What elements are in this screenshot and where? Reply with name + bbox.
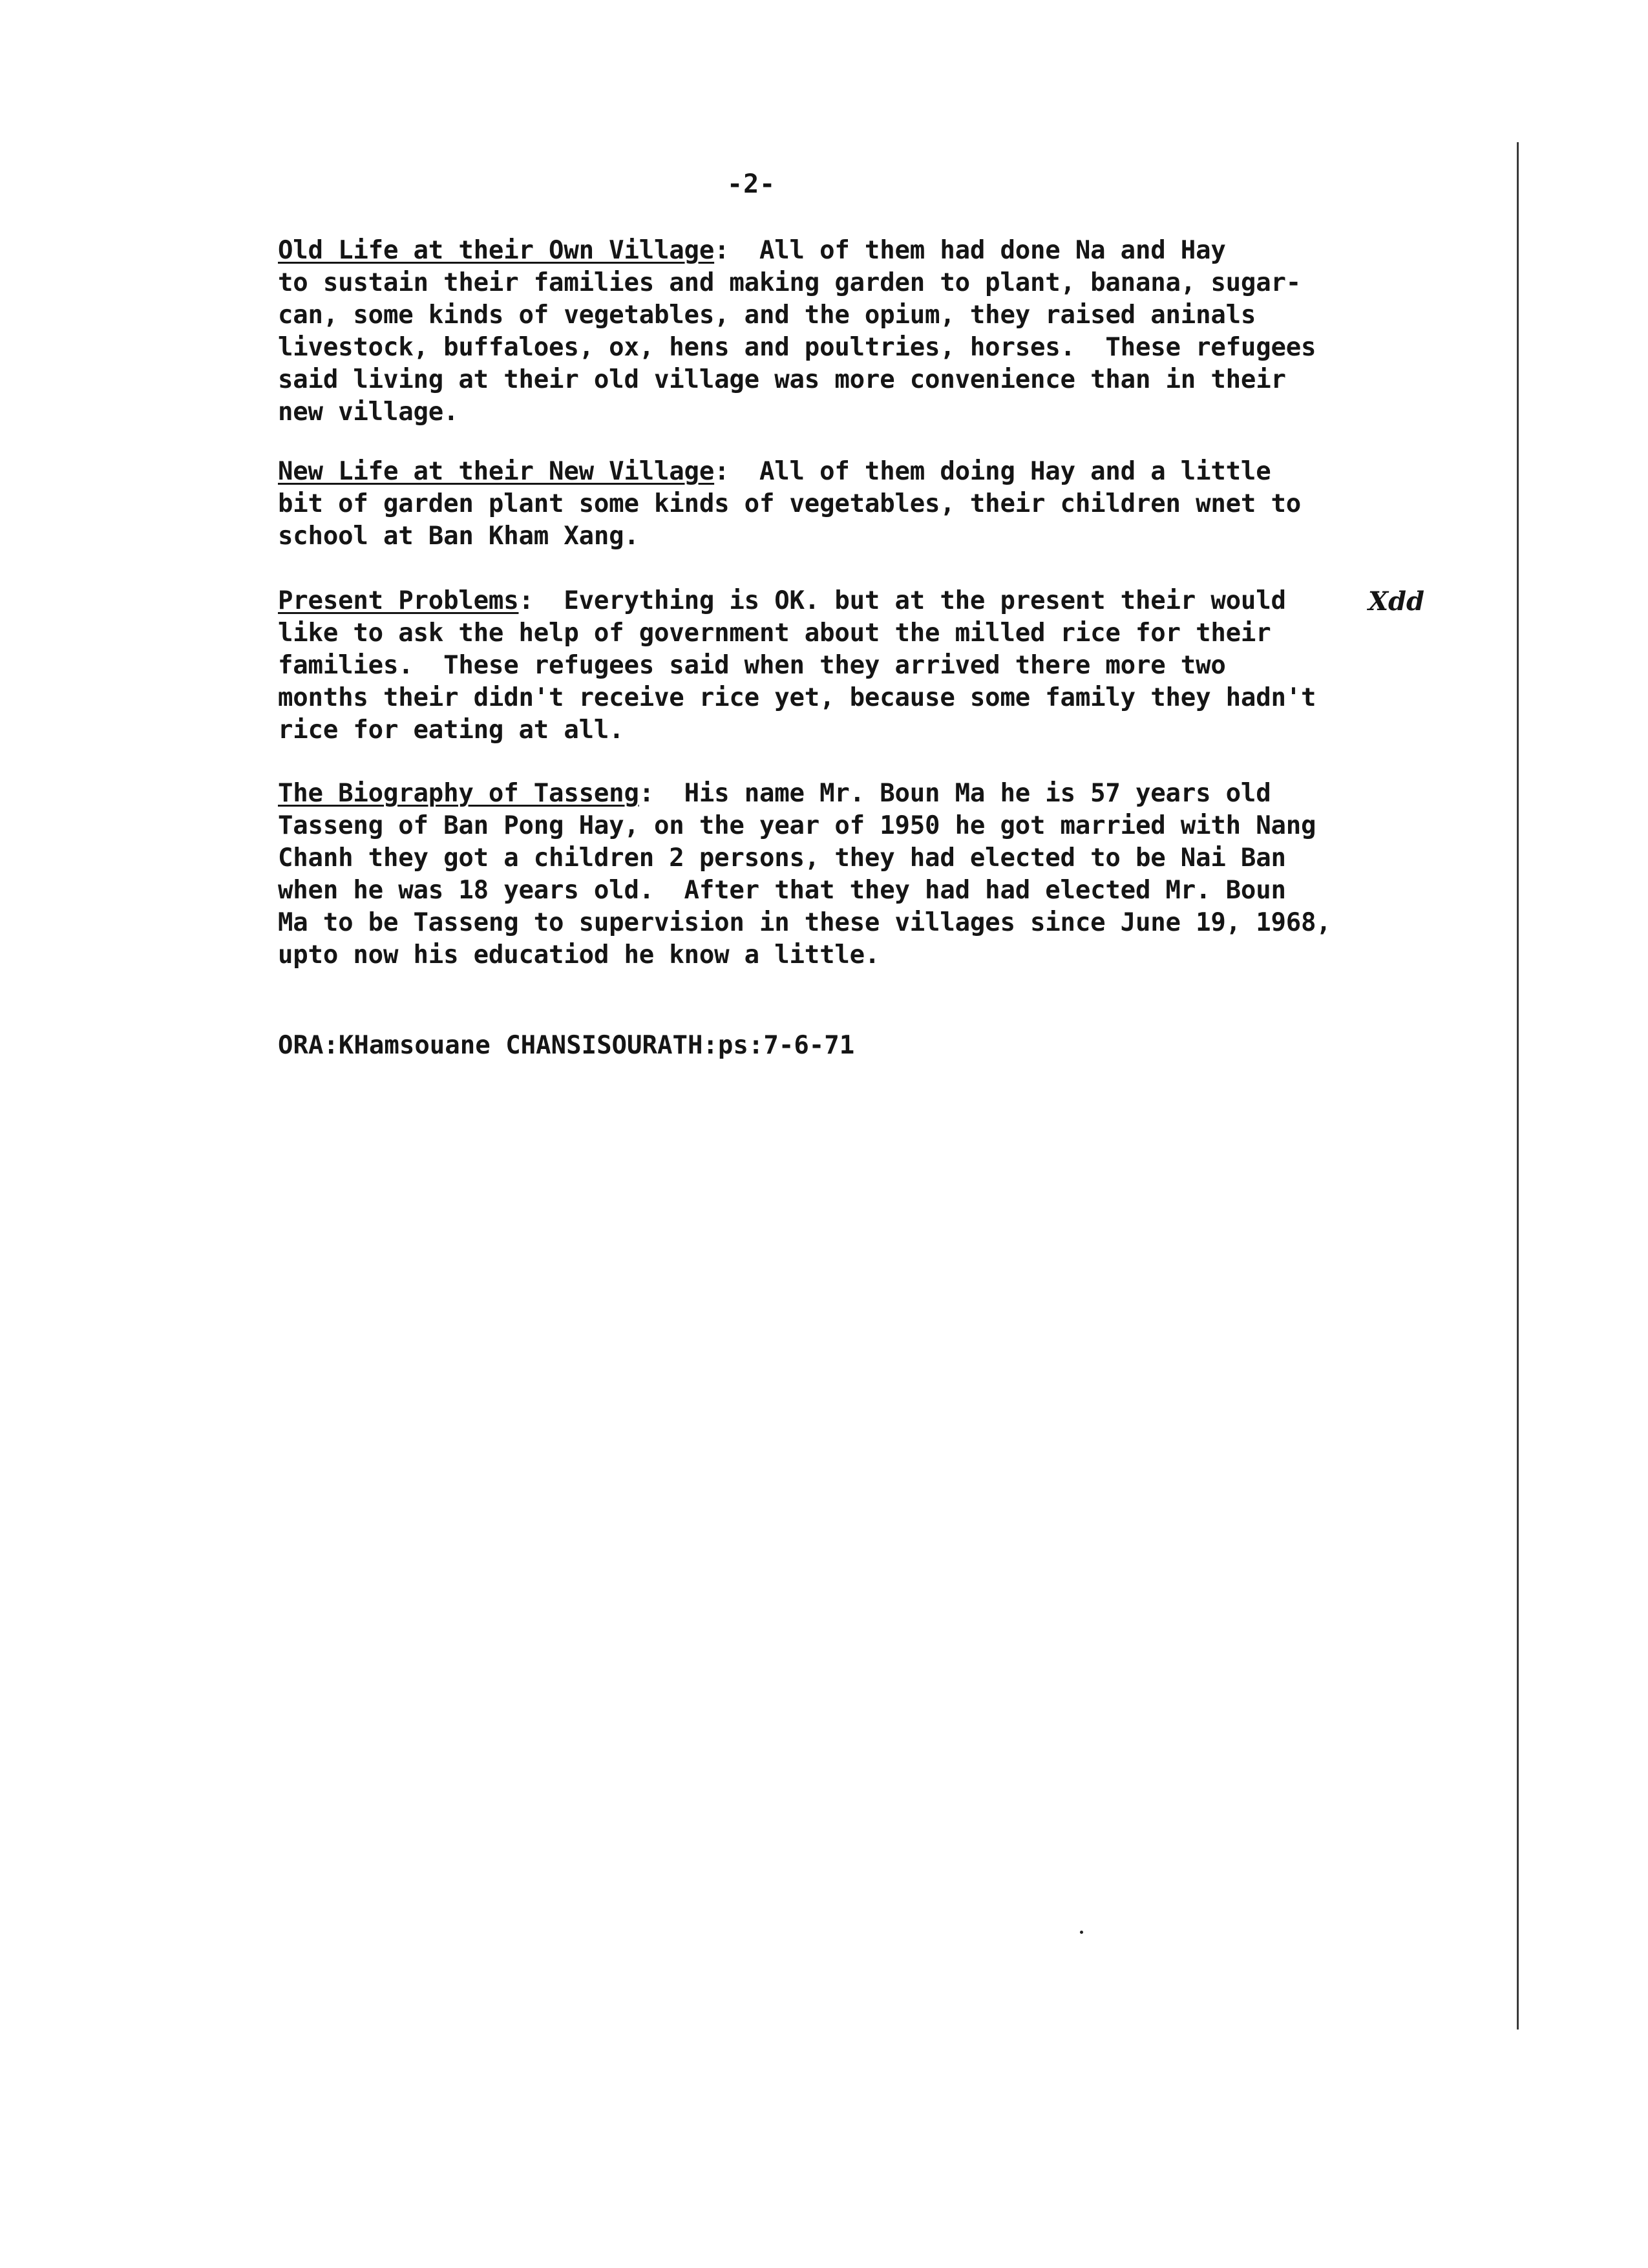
section-text-line: months their didn't receive rice yet, because some family they hadn't bbox=[278, 683, 1316, 712]
page-number: -2- bbox=[727, 169, 776, 199]
section-text-line: new village. bbox=[278, 397, 459, 427]
section-new-life bbox=[278, 456, 1428, 553]
section-text: : All of them had done Na and Hay bbox=[714, 236, 1226, 265]
section-heading: The Biography of Tasseng bbox=[278, 779, 639, 808]
section-text-line: Tasseng of Ban Pong Hay, on the year of 1950 he got married with Nang bbox=[278, 811, 1316, 840]
section-heading: Old Life at their Own Village bbox=[278, 236, 715, 265]
section-text-line: rice for eating at all. bbox=[278, 715, 624, 745]
section-text-line: can, some kinds of vegetables, and the opium, they raised aninals bbox=[278, 301, 1256, 330]
section-first-line bbox=[278, 778, 1428, 810]
section-heading: Present Problems bbox=[278, 586, 519, 615]
section-heading: New Life at their New Village bbox=[278, 457, 715, 486]
section-first-line bbox=[278, 585, 1428, 617]
section-first-line bbox=[278, 456, 1428, 488]
section-text-line: bit of garden plant some kinds of vegetables, their children wnet to bbox=[278, 489, 1302, 518]
section-biography bbox=[278, 778, 1428, 971]
stray-dot bbox=[1080, 1931, 1083, 1934]
section-text: : His name Mr. Boun Ma he is 57 years old bbox=[639, 779, 1271, 808]
section-text-line: livestock, buffaloes, ox, hens and poultries, horses. These refugees bbox=[278, 333, 1316, 362]
section-text-line: like to ask the help of government about the milled rice for their bbox=[278, 619, 1271, 648]
section-text-line: Ma to be Tasseng to supervision in these villages since June 19, 1968, bbox=[278, 908, 1331, 937]
section-text-line: Chanh they got a children 2 persons, they had elected to be Nai Ban bbox=[278, 843, 1286, 873]
section-text-line: said living at their old village was more convenience than in their bbox=[278, 365, 1286, 394]
section-text-line: when he was 18 years old. After that they had had elected Mr. Boun bbox=[278, 876, 1286, 905]
strikethrough-mark: Xdd bbox=[1368, 586, 1424, 617]
section-text-line: upto now his educatiod he know a little. bbox=[278, 940, 880, 970]
reference-footer: ORA:KHamsouane CHANSISOURATH:ps:7-6-71 bbox=[278, 1031, 855, 1060]
section-text: : Everything is OK. but at the present their would bbox=[518, 586, 1302, 615]
section-first-line bbox=[278, 235, 1428, 267]
section-text-line: to sustain their families and making garden to plant, banana, sugar- bbox=[278, 268, 1302, 297]
section-text: : All of them doing Hay and a little bbox=[714, 457, 1271, 486]
section-text-line: families. These refugees said when they arrived there more two bbox=[278, 651, 1226, 680]
section-present-problems bbox=[278, 585, 1428, 747]
margin-rule bbox=[1517, 142, 1519, 2030]
section-text-line: school at Ban Kham Xang. bbox=[278, 522, 639, 551]
section-old-life bbox=[278, 235, 1428, 429]
